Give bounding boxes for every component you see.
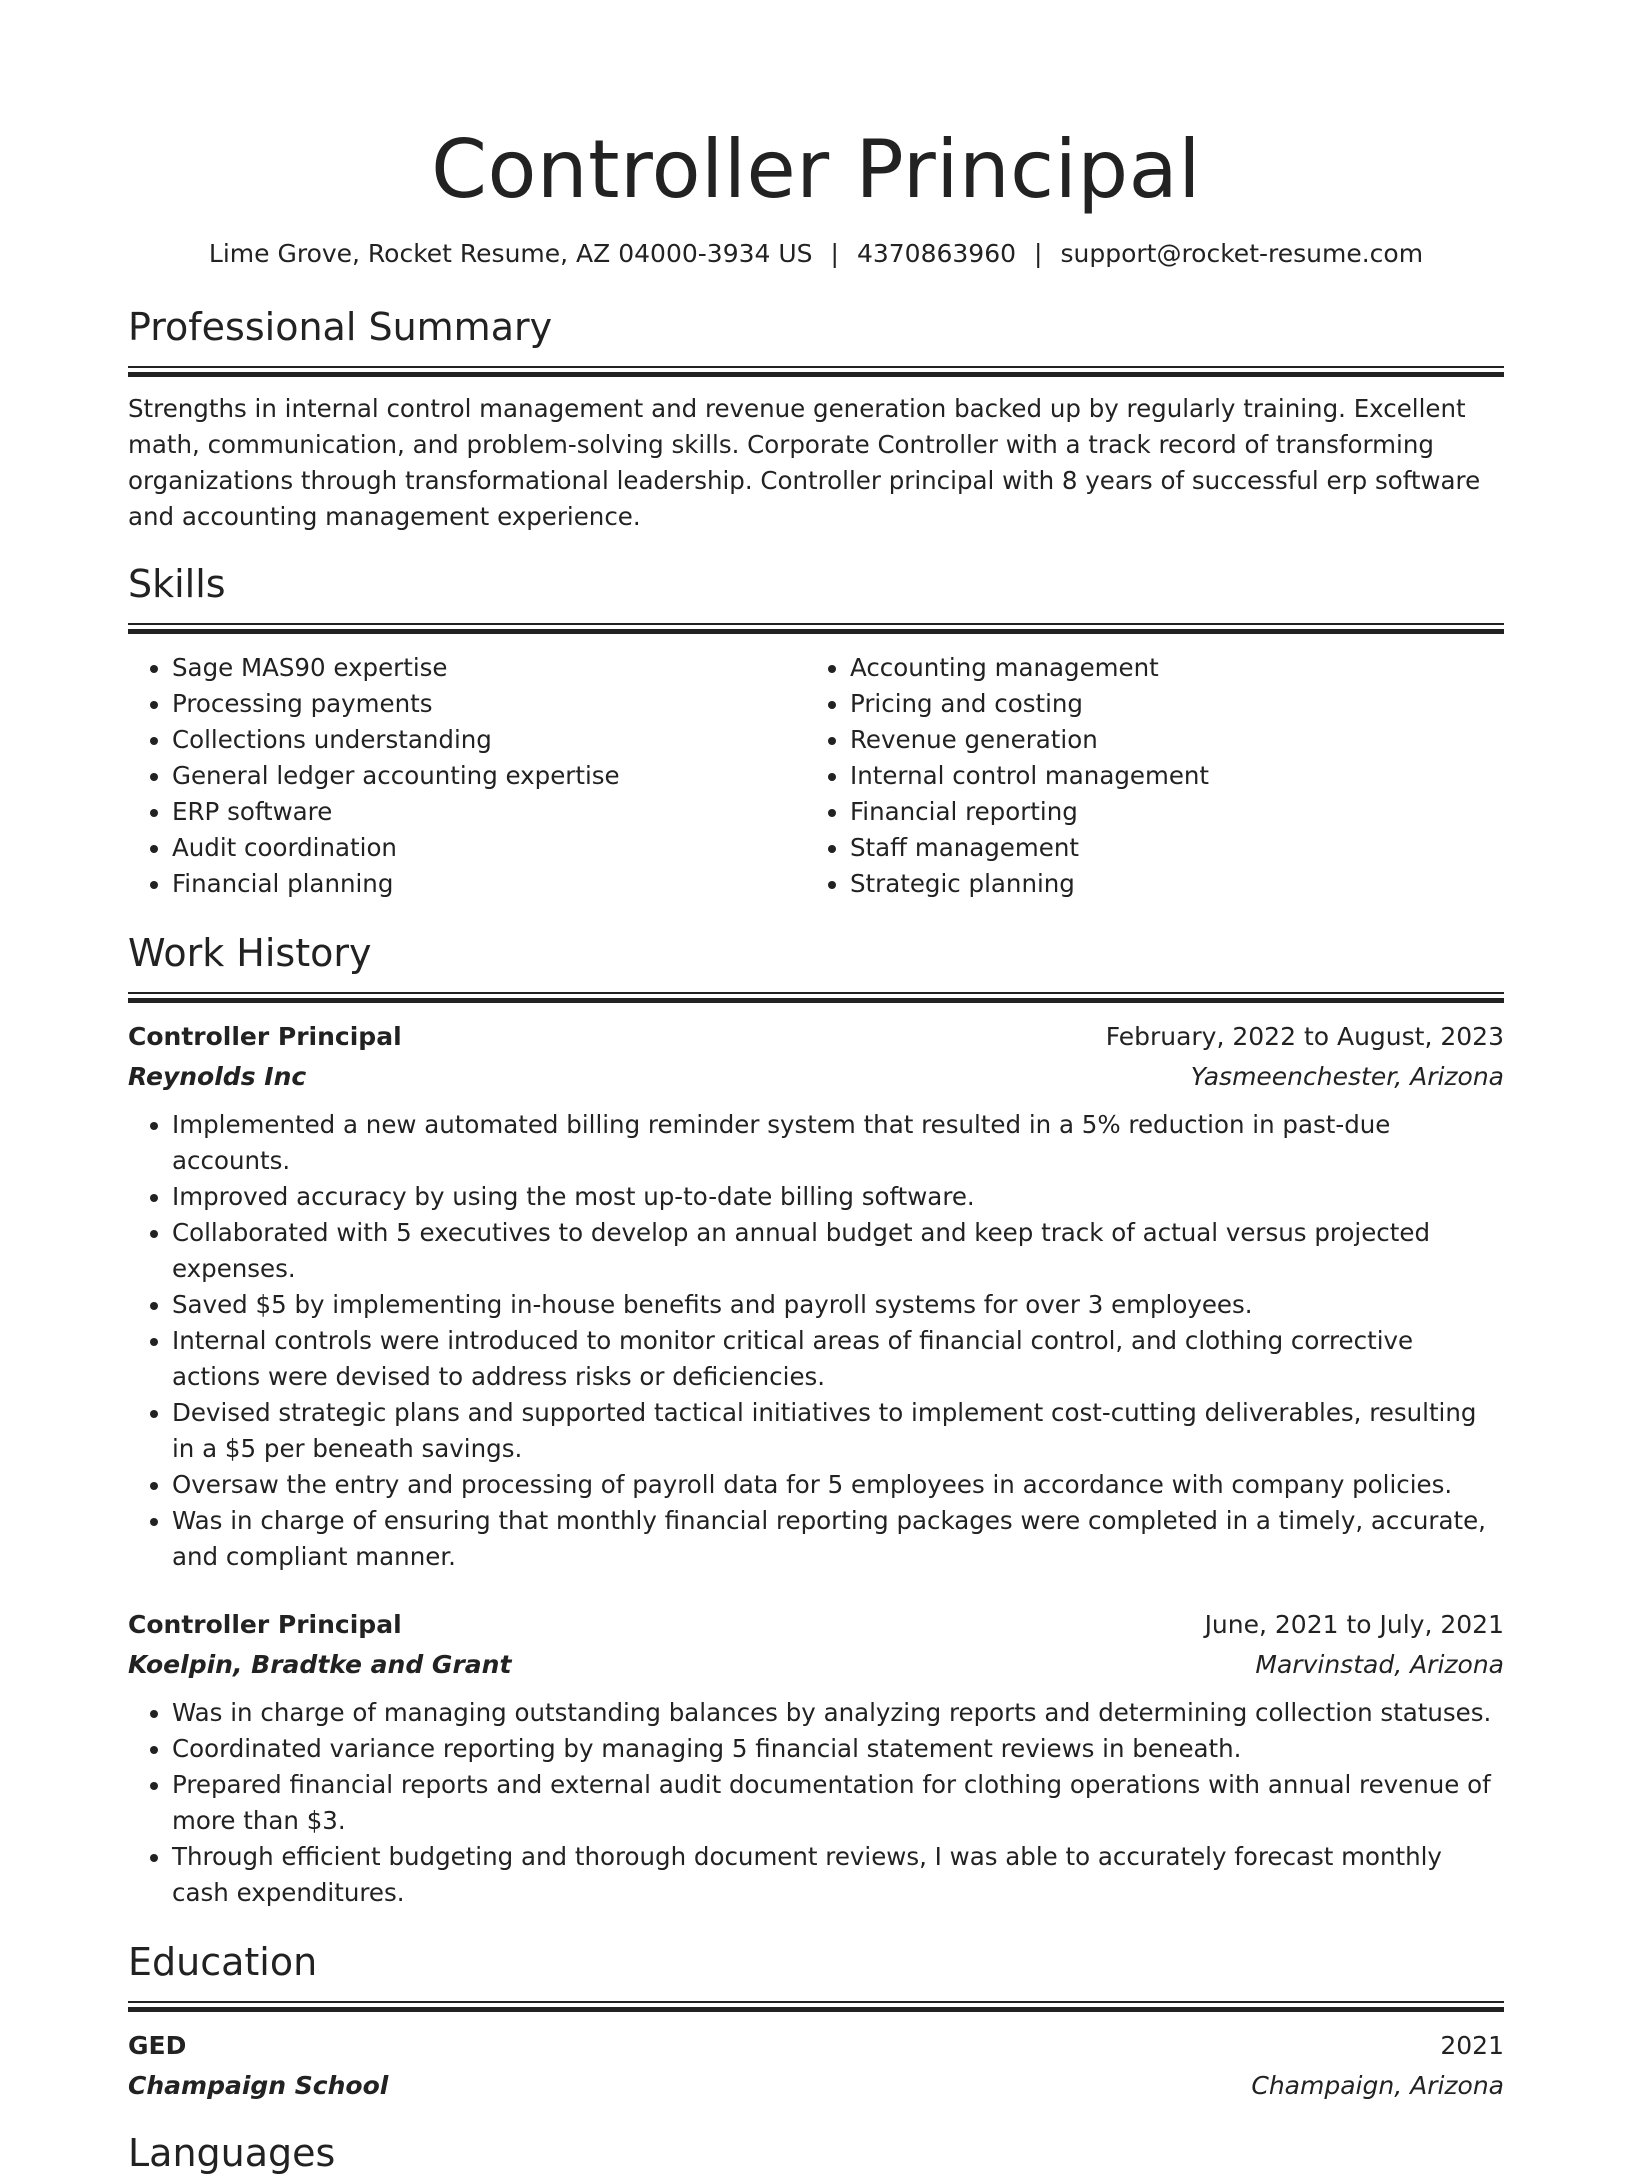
skill-item: • Financial planning [172,866,806,902]
section-title-education: Education [128,1940,318,1984]
skills-section [128,559,1504,902]
skill-item: • Accounting management [850,650,1484,686]
skill-item: • Internal control management [850,758,1484,794]
job-bullets [128,1107,1504,1575]
job-bullet: • Was in charge of ensuring that monthly financial reporting packages were completed in a timely, accurate, and compliant manner. [172,1503,1504,1575]
job-bullet: • Oversaw the entry and processing of payroll data for 5 employees in accordance with company policies. [172,1467,1504,1503]
education-header [128,2026,1504,2066]
work-history-section [128,928,1504,1911]
summary-section [128,302,1504,535]
job-subheader [128,1645,1504,1685]
section-title-languages: Languages [128,2131,336,2175]
skill-item: • Financial reporting [850,794,1484,830]
skill-item: • Processing payments [172,686,806,722]
job-header [128,1017,1504,1057]
job-bullets [128,1695,1504,1911]
languages-section [128,2128,1504,2178]
skill-item: • Audit coordination [172,830,806,866]
resume-name: Controller Principal [431,123,1201,216]
section-divider [128,2001,1504,2012]
job-company: Koelpin, Bradtke and Grant [128,1650,512,1679]
job-location: Marvinstad, Arizona [1255,1650,1504,1679]
skills-column-left [128,650,806,902]
skill-item: • ERP software [172,794,806,830]
skills-column-right [806,650,1484,902]
skill-item: • Strategic planning [850,866,1484,902]
section-divider [128,623,1504,634]
job-bullet: • Prepared financial reports and external audit documentation for clothing operations with annual revenue of more than $3. [172,1767,1504,1839]
job-bullet: • Was in charge of managing outstanding balances by analyzing reports and determining collection statuses. [172,1695,1504,1731]
skills-grid [128,650,1504,902]
skill-item: • Sage MAS90 expertise [172,650,806,686]
job-dates: February, 2022 to August, 2023 [1105,1022,1504,1051]
section-divider [128,992,1504,1003]
section-title-work-history: Work History [128,931,372,975]
job-bullet: • Internal controls were introduced to monitor critical areas of financial control, and clothing corrective actions were devised to address risks or deficiencies. [172,1323,1504,1395]
education-entry [128,2026,1504,2106]
education-section [128,1937,1504,2106]
education-location: Champaign, Arizona [1251,2071,1504,2100]
section-title-skills: Skills [128,562,226,606]
job-bullet: • Improved accuracy by using the most up-to-date billing software. [172,1179,1504,1215]
job-bullet: • Coordinated variance reporting by managing 5 financial statement reviews in beneath. [172,1731,1504,1767]
job-bullet: • Through efficient budgeting and thorough document reviews, I was able to accurately forecast monthly cash expenditures. [172,1839,1504,1911]
education-school: Champaign School [128,2071,389,2100]
skill-item: • Collections understanding [172,722,806,758]
job-dates: June, 2021 to July, 2021 [1204,1610,1504,1639]
job-entry [128,1017,1504,1575]
contact-email: support@rocket-resume.com [1060,239,1424,268]
contact-line [128,236,1504,272]
education-subheader [128,2066,1504,2106]
contact-phone: 4370863960 [856,239,1017,268]
job-bullet: • Devised strategic plans and supported tactical initiatives to implement cost-cutting deliverables, resulting in a $5 per beneath savings. [172,1395,1504,1467]
contact-separator: | [1034,239,1043,268]
contact-address: Lime Grove, Rocket Resume, AZ 04000-3934 US [208,239,813,268]
job-title: Controller Principal [128,1022,402,1051]
job-bullet: • Implemented a new automated billing reminder system that resulted in a 5% reduction in past-due accounts. [172,1107,1504,1179]
job-bullet: • Collaborated with 5 executives to develop an annual budget and keep track of actual versus projected expenses. [172,1215,1504,1287]
skill-item: • General ledger accounting expertise [172,758,806,794]
contact-separator: | [830,239,839,268]
section-divider [128,366,1504,377]
job-subheader [128,1057,1504,1097]
resume-page [128,0,1504,2178]
section-title-summary: Professional Summary [128,305,553,349]
job-bullet: • Saved $5 by implementing in-house benefits and payroll systems for over 3 employees. [172,1287,1504,1323]
job-entry [128,1605,1504,1911]
job-header [128,1605,1504,1645]
summary-text: Strengths in internal control management and revenue generation backed up by regularly training. Excellent math, communication, and problem-solving skills. Corporate Controller with a track record of transforming organizations through transformational leadership. Controller principal with 8 years of successful erp software and accounting management experience. [128,394,1481,531]
skill-item: • Pricing and costing [850,686,1484,722]
job-title: Controller Principal [128,1610,402,1639]
job-location: Yasmeenchester, Arizona [1190,1062,1504,1091]
education-degree: GED [128,2031,187,2060]
skill-item: • Revenue generation [850,722,1484,758]
job-company: Reynolds Inc [128,1062,307,1091]
education-year: 2021 [1440,2031,1504,2060]
skill-item: • Staff management [850,830,1484,866]
